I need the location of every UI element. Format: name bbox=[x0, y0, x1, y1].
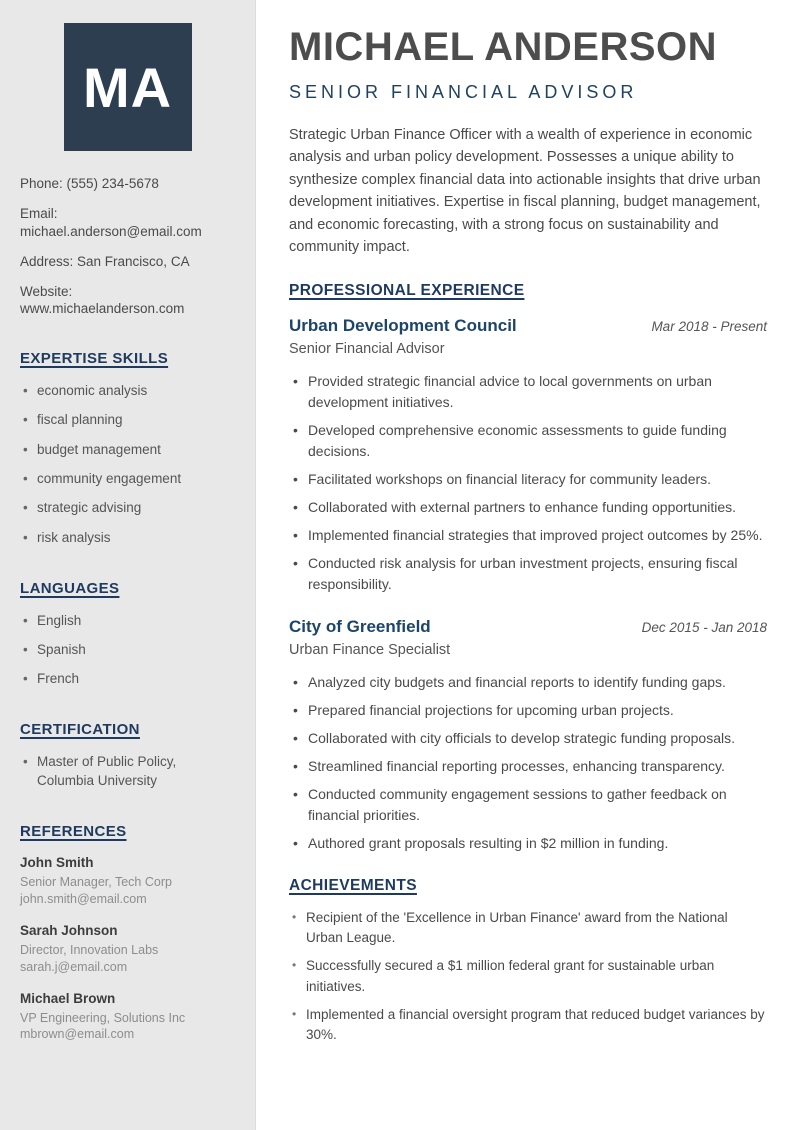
achievements-list bbox=[289, 908, 767, 1046]
person-name: MICHAEL ANDERSON bbox=[289, 25, 718, 69]
job-bullet: • Authored grant proposals resulting in $2 million in funding. bbox=[289, 833, 767, 854]
reference-email: mbrown@email.com bbox=[20, 1027, 135, 1042]
language-item: • French bbox=[20, 670, 235, 689]
job-bullet: • Provided strategic financial advice to local governments on urban development initiatives. bbox=[289, 371, 767, 413]
skill-item: • economic analysis bbox=[20, 382, 235, 401]
contact-address: Address: San Francisco, CA bbox=[20, 253, 190, 269]
job-bullet: • Analyzed city budgets and financial reports to identify funding gaps. bbox=[289, 672, 767, 693]
reference-title: Senior Manager, Tech Corp bbox=[20, 875, 172, 890]
job-bullet: • Prepared financial projections for upcoming urban projects. bbox=[289, 700, 767, 721]
language-item: • English bbox=[20, 612, 235, 631]
reference-name: Michael Brown bbox=[20, 990, 116, 1006]
achievements-heading: ACHIEVEMENTS bbox=[289, 876, 417, 894]
job-bullet: • Implemented financial strategies that improved project outcomes by 25%. bbox=[289, 525, 767, 546]
contact-info bbox=[20, 175, 235, 318]
job-bullets bbox=[289, 672, 767, 854]
experience-section bbox=[289, 282, 767, 854]
reference-item bbox=[20, 923, 235, 976]
job-role: Urban Finance Specialist bbox=[289, 641, 451, 658]
contact-email: Email: michael.anderson@email.com bbox=[20, 206, 202, 239]
skill-item: • strategic advising bbox=[20, 499, 235, 518]
reference-name: Sarah Johnson bbox=[20, 922, 118, 938]
skill-item: • budget management bbox=[20, 441, 235, 460]
skill-item: • fiscal planning bbox=[20, 411, 235, 430]
languages-heading: LANGUAGES bbox=[20, 579, 120, 597]
contact-website: Website: www.michaelanderson.com bbox=[20, 283, 185, 317]
job-bullet: • Facilitated workshops on financial literacy for community leaders. bbox=[289, 469, 767, 490]
job-role: Senior Financial Advisor bbox=[289, 340, 445, 357]
skill-item: • community engagement bbox=[20, 470, 235, 489]
certification-section bbox=[20, 721, 235, 791]
job-entry bbox=[289, 617, 767, 854]
job-bullet: • Collaborated with city officials to develop strategic funding proposals. bbox=[289, 728, 767, 749]
contact-phone: Phone: (555) 234-5678 bbox=[20, 176, 159, 191]
main-content bbox=[256, 0, 800, 1130]
company-name: Urban Development Council bbox=[289, 315, 517, 335]
sidebar bbox=[0, 0, 256, 1130]
job-dates: Dec 2015 - Jan 2018 bbox=[641, 619, 767, 635]
job-header bbox=[289, 617, 767, 637]
skill-item: • risk analysis bbox=[20, 529, 235, 548]
achievements-section bbox=[289, 877, 767, 1046]
skills-section bbox=[20, 350, 235, 548]
company-name: City of Greenfield bbox=[289, 616, 431, 636]
certification-heading: CERTIFICATION bbox=[20, 721, 140, 739]
avatar bbox=[64, 23, 192, 151]
achievement-item: • Successfully secured a $1 million federal grant for sustainable urban initiatives. bbox=[289, 956, 767, 997]
languages-list bbox=[20, 612, 235, 690]
reference-title: VP Engineering, Solutions Inc bbox=[20, 1010, 186, 1025]
job-entry bbox=[289, 316, 767, 595]
reference-email: john.smith@email.com bbox=[20, 891, 147, 906]
skills-list bbox=[20, 382, 235, 548]
languages-section bbox=[20, 580, 235, 690]
job-header bbox=[289, 316, 767, 336]
avatar-initials: MA bbox=[82, 55, 173, 119]
job-bullet: • Streamlined financial reporting processes, enhancing transparency. bbox=[289, 756, 767, 777]
certification-list bbox=[20, 753, 235, 791]
skills-heading: EXPERTISE SKILLS bbox=[20, 349, 169, 367]
experience-heading: PROFESSIONAL EXPERIENCE bbox=[289, 281, 525, 299]
job-bullets bbox=[289, 371, 767, 595]
references-heading: REFERENCES bbox=[20, 823, 127, 841]
references-list bbox=[20, 855, 235, 1043]
person-title: SENIOR FINANCIAL ADVISOR bbox=[289, 82, 638, 102]
language-item: • Spanish bbox=[20, 641, 235, 660]
reference-item bbox=[20, 991, 235, 1044]
job-dates: Mar 2018 - Present bbox=[651, 318, 767, 334]
reference-email: sarah.j@email.com bbox=[20, 959, 128, 974]
certification-item: • Master of Public Policy, Columbia University bbox=[20, 753, 235, 791]
reference-item bbox=[20, 855, 235, 908]
reference-name: John Smith bbox=[20, 855, 94, 871]
achievement-item: • Recipient of the 'Excellence in Urban Finance' award from the National Urban League. bbox=[289, 908, 767, 949]
achievement-item: • Implemented a financial oversight program that reduced budget variances by 30%. bbox=[289, 1005, 767, 1046]
references-section bbox=[20, 823, 235, 1043]
job-bullet: • Developed comprehensive economic assessments to guide funding decisions. bbox=[289, 420, 767, 462]
job-bullet: • Collaborated with external partners to enhance funding opportunities. bbox=[289, 497, 767, 518]
summary-paragraph: Strategic Urban Finance Officer with a wealth of experience in economic analysis and urban policy development. Possesses a unique ability to synthesize complex financial data into actionable insights that drive urban development initiatives. Expertise in fiscal planning, budget management, and economic forecasting, with a strong focus on sustainability and community impact. bbox=[289, 127, 761, 256]
job-bullet: • Conducted community engagement sessions to gather feedback on financial priorities. bbox=[289, 784, 767, 826]
reference-title: Director, Innovation Labs bbox=[20, 942, 159, 957]
job-bullet: • Conducted risk analysis for urban investment projects, ensuring fiscal responsibility. bbox=[289, 553, 767, 595]
